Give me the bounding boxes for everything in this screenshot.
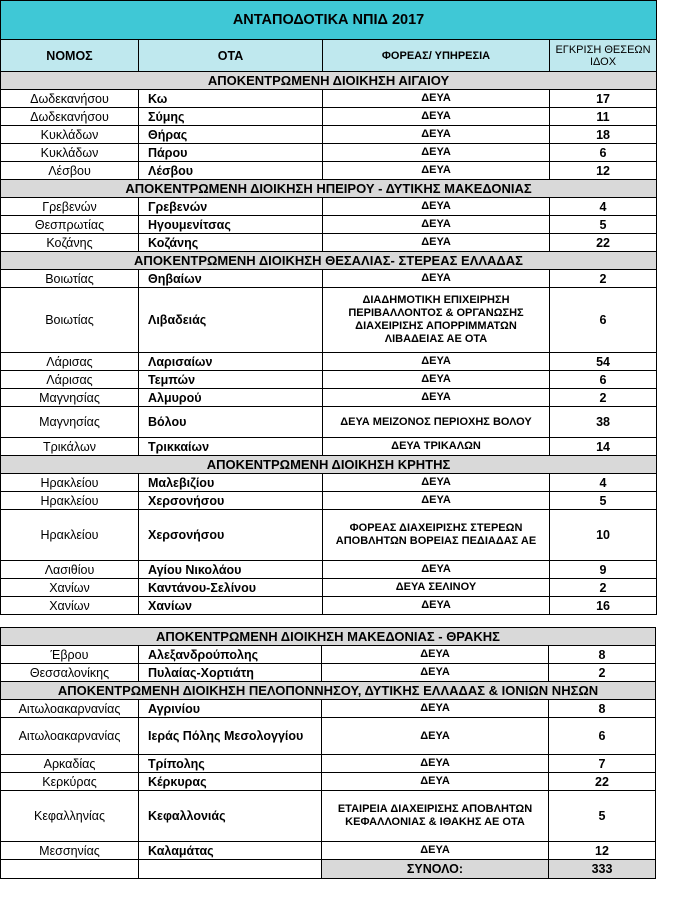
nomos-cell: Χανίων bbox=[1, 579, 139, 597]
table-row bbox=[1, 718, 656, 755]
count-cell: 6 bbox=[550, 144, 657, 162]
nomos-cell: Τρικάλων bbox=[1, 438, 139, 456]
nomos-cell: Κοζάνης bbox=[1, 234, 139, 252]
ota-cell: Μαλεβιζίου bbox=[139, 474, 323, 492]
ota-cell: Τρίπολης bbox=[139, 755, 322, 773]
table-row bbox=[1, 389, 657, 407]
table-row bbox=[1, 842, 656, 860]
foreas-cell: ΔΕΥΑ bbox=[322, 700, 549, 718]
foreas-cell: ΔΕΥΑ bbox=[323, 353, 550, 371]
ota-cell: Γρεβενών bbox=[139, 198, 323, 216]
region-title: ΑΠΟΚΕΝΤΡΩΜΕΝΗ ΔΙΟΙΚΗΣΗ ΗΠΕΙΡΟΥ - ΔΥΤΙΚΗΣ ΜΑΚΕΔΟΝΙΑΣ bbox=[1, 180, 657, 198]
table-row bbox=[1, 510, 657, 561]
region-title: ΑΠΟΚΕΝΤΡΩΜΕΝΗ ΔΙΟΙΚΗΣΗ ΠΕΛΟΠΟΝΝΗΣΟΥ, ΔΥΤΙΚΗΣ ΕΛΛΑΔΑΣ & ΙΟΝΙΩΝ ΝΗΣΩΝ bbox=[1, 682, 656, 700]
count-cell: 2 bbox=[550, 389, 657, 407]
foreas-cell: ΔΕΥΑ bbox=[323, 234, 550, 252]
table-row bbox=[1, 492, 657, 510]
foreas-cell: ΔΕΥΑ bbox=[322, 646, 549, 664]
foreas-cell: ΔΕΥΑ bbox=[322, 718, 549, 755]
table-title: ΑΝΤΑΠΟΔΟΤΙΚΑ ΝΠΙΔ 2017 bbox=[1, 1, 657, 40]
foreas-cell: ΔΕΥΑ ΜΕΙΖΟΝΟΣ ΠΕΡΙΟΧΗΣ ΒΟΛΟΥ bbox=[323, 407, 550, 438]
count-cell: 38 bbox=[550, 407, 657, 438]
table-row bbox=[1, 791, 656, 842]
count-cell: 2 bbox=[550, 579, 657, 597]
ota-cell: Κέρκυρας bbox=[139, 773, 322, 791]
foreas-cell: ΔΕΥΑ bbox=[323, 474, 550, 492]
table-row bbox=[1, 597, 657, 615]
ota-cell: Αγρινίου bbox=[139, 700, 322, 718]
nomos-cell: Μαγνησίας bbox=[1, 407, 139, 438]
total-label: ΣΥΝΟΛΟ: bbox=[322, 860, 549, 879]
table-row bbox=[1, 234, 657, 252]
continuation-table bbox=[0, 627, 656, 879]
ota-cell: Κω bbox=[139, 90, 323, 108]
nomos-cell: Αιτωλοακαρνανίας bbox=[1, 700, 139, 718]
ota-cell: Κεφαλλονιάς bbox=[139, 791, 322, 842]
count-cell: 5 bbox=[549, 791, 656, 842]
ota-cell: Καλαμάτας bbox=[139, 842, 322, 860]
header-ota: ΟΤΑ bbox=[139, 40, 323, 72]
table-row bbox=[1, 288, 657, 353]
header-row bbox=[1, 40, 657, 72]
table-title-row bbox=[1, 1, 657, 40]
nomos-cell: Μαγνησίας bbox=[1, 389, 139, 407]
count-cell: 8 bbox=[549, 700, 656, 718]
nomos-cell: Γρεβενών bbox=[1, 198, 139, 216]
ota-cell: Λαρισαίων bbox=[139, 353, 323, 371]
count-cell: 2 bbox=[549, 664, 656, 682]
count-cell: 12 bbox=[550, 162, 657, 180]
count-cell: 2 bbox=[550, 270, 657, 288]
count-cell: 11 bbox=[550, 108, 657, 126]
count-cell: 5 bbox=[550, 216, 657, 234]
foreas-cell: ΕΤΑΙΡΕΙΑ ΔΙΑΧΕΙΡΙΣΗΣ ΑΠΟΒΛΗΤΩΝ ΚΕΦΑΛΛΟΝΙΑΣ & ΙΘΑΚΗΣ ΑΕ ΟΤΑ bbox=[322, 791, 549, 842]
region-title: ΑΠΟΚΕΝΤΡΩΜΕΝΗ ΔΙΟΙΚΗΣΗ ΑΙΓΑΙΟΥ bbox=[1, 72, 657, 90]
region-row bbox=[1, 456, 657, 474]
foreas-cell: ΔΕΥΑ bbox=[323, 270, 550, 288]
nomos-cell: Θεσσαλονίκης bbox=[1, 664, 139, 682]
ota-cell: Καντάνου-Σελίνου bbox=[139, 579, 323, 597]
header-nomos: ΝΟΜΟΣ bbox=[1, 40, 139, 72]
ota-cell: Τρικκαίων bbox=[139, 438, 323, 456]
foreas-cell: ΔΕΥΑ bbox=[323, 597, 550, 615]
nomos-cell: Μεσσηνίας bbox=[1, 842, 139, 860]
nomos-cell: Αιτωλοακαρνανίας bbox=[1, 718, 139, 755]
ota-cell: Αγίου Νικολάου bbox=[139, 561, 323, 579]
count-cell: 22 bbox=[549, 773, 656, 791]
nomos-cell: Κεφαλληνίας bbox=[1, 791, 139, 842]
count-cell: 9 bbox=[550, 561, 657, 579]
nomos-cell: Λάρισας bbox=[1, 371, 139, 389]
count-cell: 6 bbox=[550, 288, 657, 353]
foreas-cell: ΔΕΥΑ bbox=[322, 664, 549, 682]
ota-cell: Σύμης bbox=[139, 108, 323, 126]
count-cell: 18 bbox=[550, 126, 657, 144]
region-row bbox=[1, 628, 656, 646]
nomos-cell: Λάρισας bbox=[1, 353, 139, 371]
table-row bbox=[1, 353, 657, 371]
table-row bbox=[1, 755, 656, 773]
ota-cell: Θήρας bbox=[139, 126, 323, 144]
header-egkrisi: ΕΓΚΡΙΣΗ ΘΕΣΕΩΝ ΙΔΟΧ bbox=[550, 40, 657, 72]
count-cell: 17 bbox=[550, 90, 657, 108]
count-cell: 4 bbox=[550, 474, 657, 492]
ota-cell: Πυλαίας-Χορτιάτη bbox=[139, 664, 322, 682]
foreas-cell: ΔΕΥΑ bbox=[323, 162, 550, 180]
nomos-cell: Κυκλάδων bbox=[1, 144, 139, 162]
nomos-cell: Ηρακλείου bbox=[1, 492, 139, 510]
region-row bbox=[1, 252, 657, 270]
header-foreas: ΦΟΡΕΑΣ/ ΥΠΗΡΕΣΙΑ bbox=[323, 40, 550, 72]
region-row bbox=[1, 682, 656, 700]
nomos-cell: Κυκλάδων bbox=[1, 126, 139, 144]
table-row bbox=[1, 162, 657, 180]
table-row bbox=[1, 198, 657, 216]
nomos-cell: Κερκύρας bbox=[1, 773, 139, 791]
table-row bbox=[1, 90, 657, 108]
foreas-cell: ΔΕΥΑ bbox=[323, 108, 550, 126]
count-cell: 8 bbox=[549, 646, 656, 664]
foreas-cell: ΔΕΥΑ bbox=[323, 144, 550, 162]
foreas-cell: ΔΕΥΑ bbox=[323, 216, 550, 234]
total-value: 333 bbox=[549, 860, 656, 879]
total-row bbox=[1, 860, 656, 879]
table-row bbox=[1, 108, 657, 126]
count-cell: 54 bbox=[550, 353, 657, 371]
ota-cell: Ιεράς Πόλης Μεσολογγίου bbox=[139, 718, 322, 755]
ota-cell: Χερσονήσου bbox=[139, 510, 323, 561]
foreas-cell: ΔΕΥΑ bbox=[323, 90, 550, 108]
foreas-cell: ΔΕΥΑ ΣΕΛΙΝΟΥ bbox=[323, 579, 550, 597]
region-row bbox=[1, 180, 657, 198]
table-row bbox=[1, 646, 656, 664]
table-row bbox=[1, 474, 657, 492]
foreas-cell: ΔΙΑΔΗΜΟΤΙΚΗ ΕΠΙΧΕΙΡΗΣΗ ΠΕΡΙΒΑΛΛΟΝΤΟΣ & ΟΡΓΑΝΩΣΗΣ ΔΙΑΧΕΙΡΙΣΗΣ ΑΠΟΡΡΙΜΜΑΤΩΝ ΛΙΒΑΔΕΙΑΣ ΑΕ ΟΤΑ bbox=[323, 288, 550, 353]
nomos-cell: Ηρακλείου bbox=[1, 474, 139, 492]
table-row bbox=[1, 144, 657, 162]
foreas-cell: ΔΕΥΑ bbox=[323, 492, 550, 510]
table-row bbox=[1, 216, 657, 234]
table-row bbox=[1, 664, 656, 682]
foreas-cell: ΔΕΥΑ bbox=[323, 198, 550, 216]
foreas-cell: ΔΕΥΑ bbox=[323, 126, 550, 144]
nomos-cell: Δωδεκανήσου bbox=[1, 90, 139, 108]
ota-cell: Τεμπών bbox=[139, 371, 323, 389]
foreas-cell: ΔΕΥΑ bbox=[322, 755, 549, 773]
ota-cell: Θηβαίων bbox=[139, 270, 323, 288]
total-empty-1 bbox=[1, 860, 139, 879]
table-row bbox=[1, 579, 657, 597]
count-cell: 7 bbox=[549, 755, 656, 773]
count-cell: 10 bbox=[550, 510, 657, 561]
count-cell: 4 bbox=[550, 198, 657, 216]
count-cell: 22 bbox=[550, 234, 657, 252]
ota-cell: Χανίων bbox=[139, 597, 323, 615]
table-row bbox=[1, 270, 657, 288]
region-title: ΑΠΟΚΕΝΤΡΩΜΕΝΗ ΔΙΟΙΚΗΣΗ ΜΑΚΕΔΟΝΙΑΣ - ΘΡΑΚΗΣ bbox=[1, 628, 656, 646]
ota-cell: Αλεξανδρούπολης bbox=[139, 646, 322, 664]
nomos-cell: Αρκαδίας bbox=[1, 755, 139, 773]
ota-cell: Πάρου bbox=[139, 144, 323, 162]
count-cell: 14 bbox=[550, 438, 657, 456]
foreas-cell: ΔΕΥΑ bbox=[323, 561, 550, 579]
nomos-cell: Θεσπρωτίας bbox=[1, 216, 139, 234]
foreas-cell: ΔΕΥΑ bbox=[322, 842, 549, 860]
ota-cell: Βόλου bbox=[139, 407, 323, 438]
nomos-cell: Βοιωτίας bbox=[1, 270, 139, 288]
ota-cell: Ηγουμενίτσας bbox=[139, 216, 323, 234]
count-cell: 5 bbox=[550, 492, 657, 510]
region-title: ΑΠΟΚΕΝΤΡΩΜΕΝΗ ΔΙΟΙΚΗΣΗ ΚΡΗΤΗΣ bbox=[1, 456, 657, 474]
region-title: ΑΠΟΚΕΝΤΡΩΜΕΝΗ ΔΙΟΙΚΗΣΗ ΘΕΣΑΛΙΑΣ- ΣΤΕΡΕΑΣ ΕΛΛΑΔΑΣ bbox=[1, 252, 657, 270]
foreas-cell: ΔΕΥΑ bbox=[323, 371, 550, 389]
table-row bbox=[1, 126, 657, 144]
table-row bbox=[1, 438, 657, 456]
total-empty-2 bbox=[139, 860, 322, 879]
foreas-cell: ΔΕΥΑ bbox=[323, 389, 550, 407]
ota-cell: Λιβαδειάς bbox=[139, 288, 323, 353]
foreas-cell: ΔΕΥΑ ΤΡΙΚΑΛΩΝ bbox=[323, 438, 550, 456]
foreas-cell: ΔΕΥΑ bbox=[322, 773, 549, 791]
nomos-cell: Έβρου bbox=[1, 646, 139, 664]
ota-cell: Χερσονήσου bbox=[139, 492, 323, 510]
count-cell: 6 bbox=[549, 718, 656, 755]
table-row bbox=[1, 773, 656, 791]
count-cell: 12 bbox=[549, 842, 656, 860]
nomos-cell: Βοιωτίας bbox=[1, 288, 139, 353]
nomos-cell: Ηρακλείου bbox=[1, 510, 139, 561]
table-row bbox=[1, 407, 657, 438]
count-cell: 6 bbox=[550, 371, 657, 389]
nomos-cell: Λασιθίου bbox=[1, 561, 139, 579]
ota-cell: Κοζάνης bbox=[139, 234, 323, 252]
nomos-cell: Λέσβου bbox=[1, 162, 139, 180]
foreas-cell: ΦΟΡΕΑΣ ΔΙΑΧΕΙΡΙΣΗΣ ΣΤΕΡΕΩΝ ΑΠΟΒΛΗΤΩΝ ΒΟΡΕΙΑΣ ΠΕΔΙΑΔΑΣ ΑΕ bbox=[323, 510, 550, 561]
table-row bbox=[1, 371, 657, 389]
nomos-cell: Χανίων bbox=[1, 597, 139, 615]
count-cell: 16 bbox=[550, 597, 657, 615]
table-row bbox=[1, 700, 656, 718]
nomos-cell: Δωδεκανήσου bbox=[1, 108, 139, 126]
region-row bbox=[1, 72, 657, 90]
ota-cell: Αλμυρού bbox=[139, 389, 323, 407]
table-row bbox=[1, 561, 657, 579]
ota-cell: Λέσβου bbox=[139, 162, 323, 180]
